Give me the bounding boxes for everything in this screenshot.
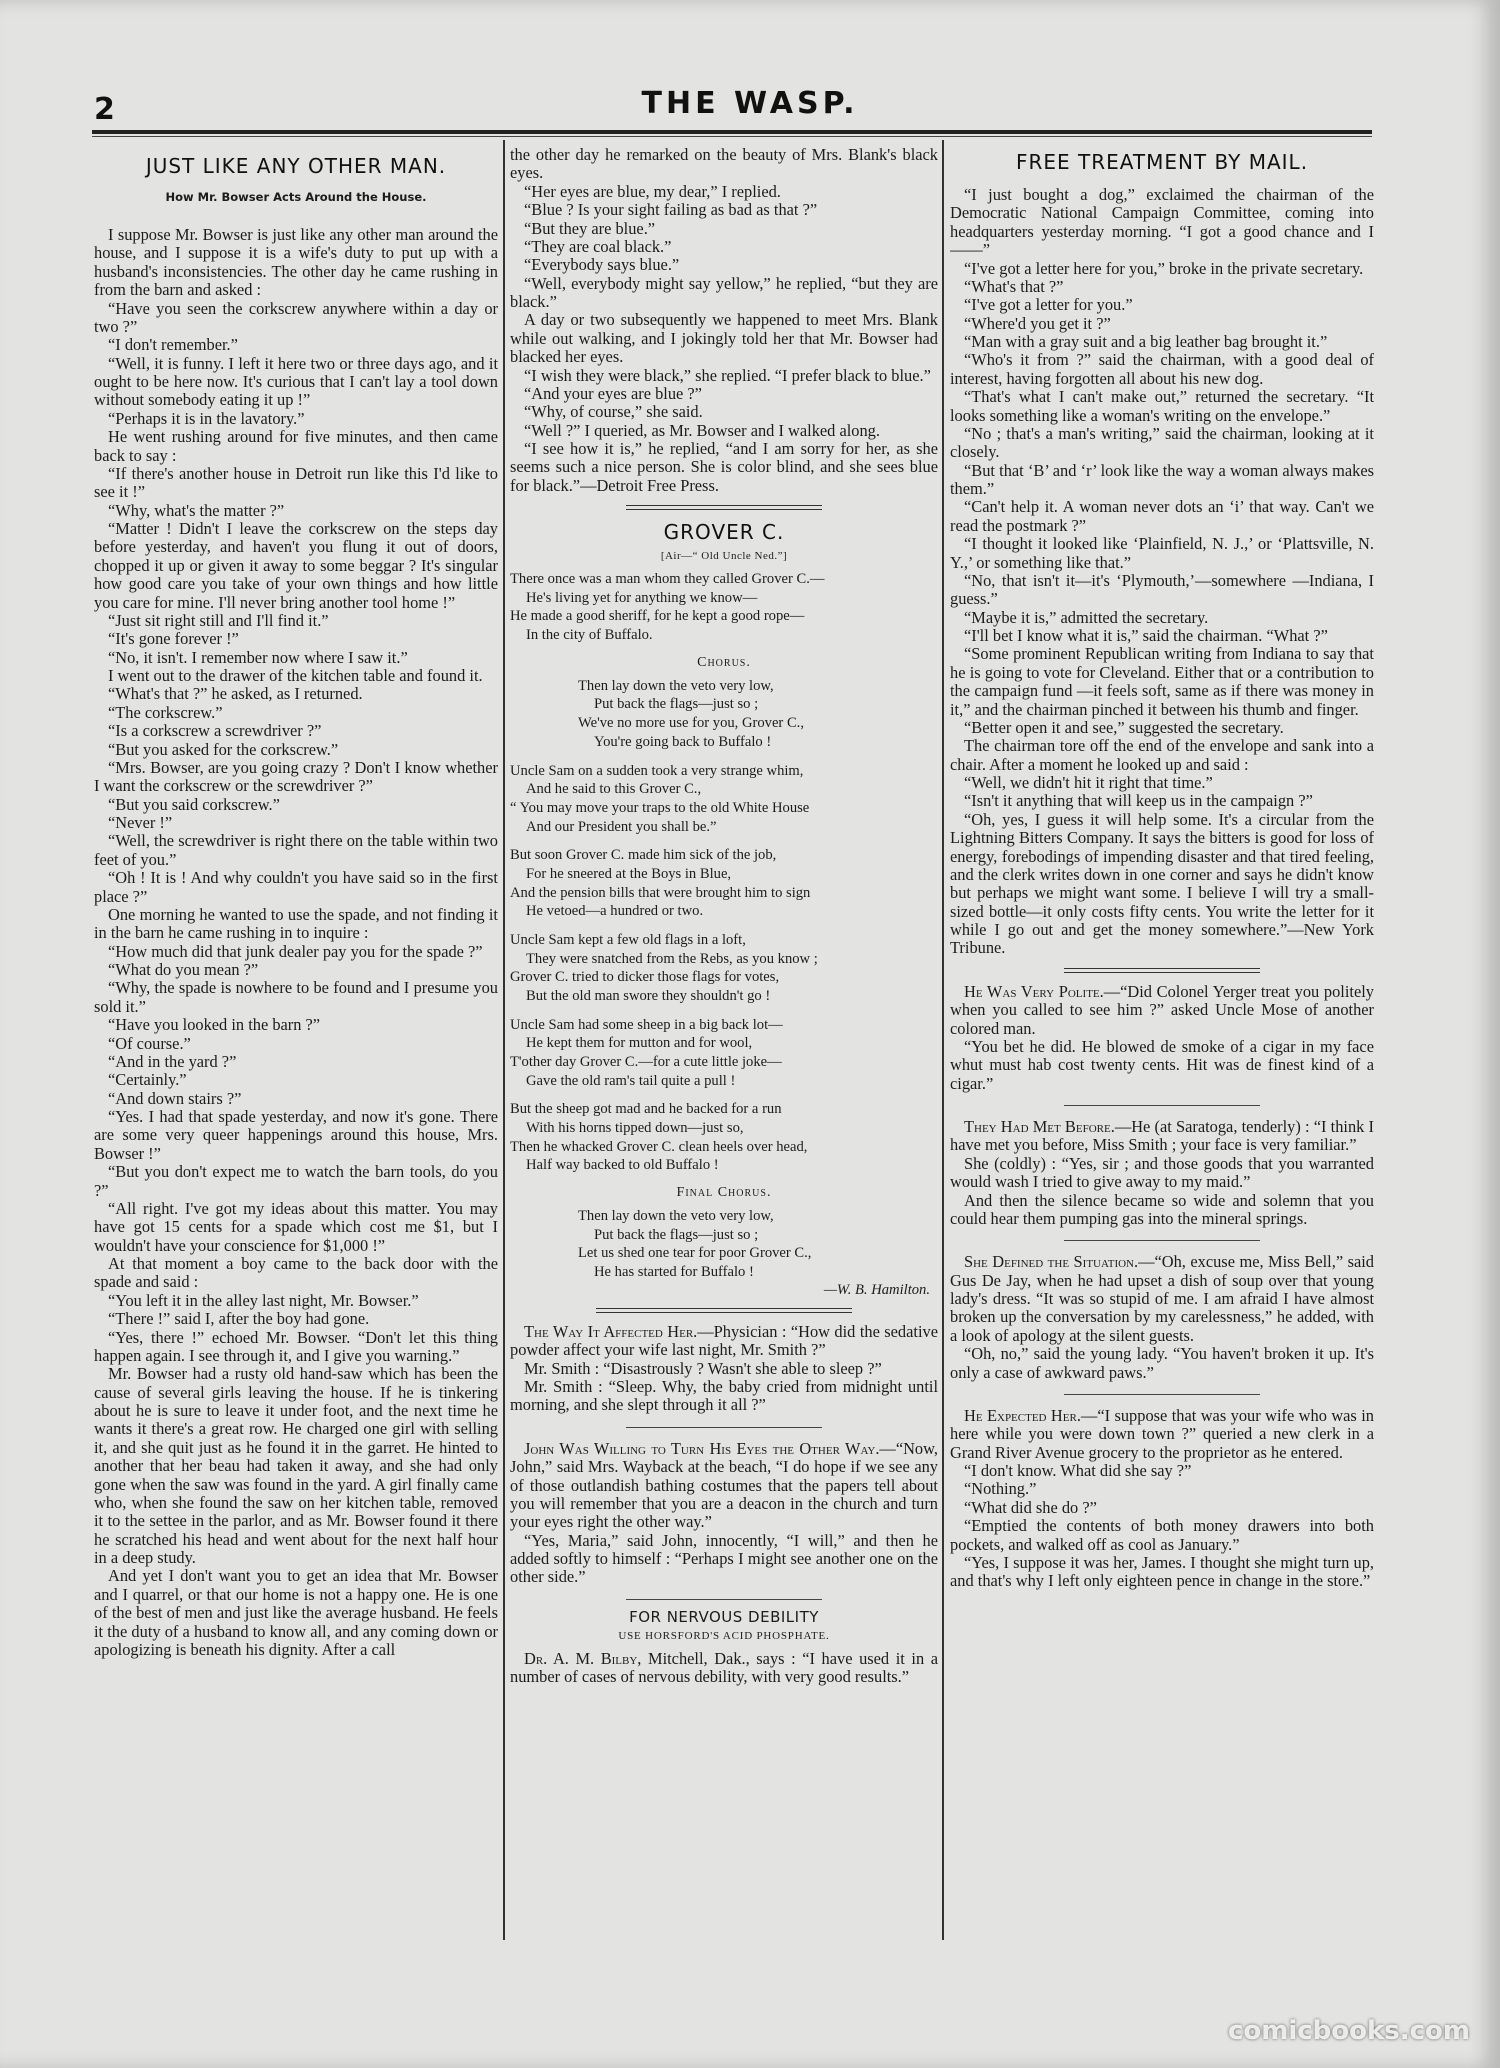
article-body xyxy=(94,226,498,1659)
paragraph: “Yes, I suppose it was her, James. I thought she might turn up, and that's why I left only eighteen pence in change in the store.” xyxy=(950,1552,1374,1591)
column-2 xyxy=(510,146,938,1946)
verse-line: Then lay down the veto very low, xyxy=(578,677,774,694)
anecdote xyxy=(510,1440,938,1587)
separator xyxy=(1064,1240,1259,1241)
paragraph: “Nothing.” xyxy=(964,1479,1037,1499)
paragraph: At that moment a boy came to the back door with the spade and said : xyxy=(94,1254,498,1292)
paragraph: “Why, what's the matter ?” xyxy=(108,500,285,520)
paragraph: “Mrs. Bowser, are you going crazy ? Don't I know whether I want the corkscrew or the screwdriver ?” xyxy=(94,757,498,796)
verse-line: Uncle Sam on a sudden took a very strange whim, xyxy=(510,762,804,779)
paragraph: “What do you mean ?” xyxy=(108,960,259,979)
poem-stanza xyxy=(510,762,938,837)
poem-signature: —W. B. Hamilton. xyxy=(823,1281,930,1298)
paragraph: “Just sit right still and I'll find it.” xyxy=(108,610,329,630)
verse-line: Half way backed to old Buffalo ! xyxy=(526,1157,719,1174)
paragraph: “I wish they were black,” she replied. “I prefer black to blue.” xyxy=(524,365,931,385)
paragraph: The chairman tore off the end of the envelope and sank into a chair. After a moment he looked up and said : xyxy=(950,736,1374,774)
paragraph: “That's what I can't make out,” returned the secretary. “It looks something like a woman's writing on the envelope.” xyxy=(950,387,1374,425)
paragraph: “I thought it looked like ‘Plainfield, N. J.,’ or ‘Plattsville, N. Y.,’ or something like that.” xyxy=(950,534,1374,572)
anecdote-lead: They Had Met Before. xyxy=(964,1117,1115,1136)
paragraph: “No, that isn't it—it's ‘Plymouth,’—somewhere —Indiana, I guess.” xyxy=(950,570,1374,609)
verse-line: And our President you shall be.” xyxy=(526,818,717,835)
paragraph: He Expected Her.—“I suppose that was your wife who was in here while you were down town ?” queried a new clerk in a Grand River Avenue grocery to the proprietor as he entered. xyxy=(950,1405,1374,1462)
verse-line: We've no more use for you, Grover C., xyxy=(578,715,804,732)
paragraph: “I don't remember.” xyxy=(108,335,238,355)
paragraph: “It's gone forever !” xyxy=(108,629,239,649)
paragraph: “But you said corkscrew.” xyxy=(108,794,280,814)
anecdote-lead: He Was Very Polite. xyxy=(964,981,1104,1001)
paragraph: “What's that ?” he asked, as I returned. xyxy=(108,684,363,704)
column-1 xyxy=(94,146,498,1946)
poem-chorus xyxy=(510,677,938,752)
site-watermark: comicbooks.com xyxy=(1227,2016,1470,2046)
verse-line: Then he whacked Grover C. clean heels over head, xyxy=(510,1138,808,1155)
paragraph: She Defined the Situation.—“Oh, excuse me, Miss Bell,” said Gus De Jay, when he had upset a dish of soup over that young lady's dress. “It was so stupid of me. I am afraid I have almost broken up the conversation by my carelessness,” he added, with a look of apology at the silent guests. xyxy=(950,1252,1374,1345)
verse-line: But the sheep got mad and he backed for a run xyxy=(510,1101,782,1118)
article-continuation xyxy=(510,146,938,495)
poem-stanza xyxy=(510,1100,938,1175)
paragraph: “Well, we didn't hit it right that time.” xyxy=(964,773,1213,792)
ad-text: Dr. A. M. Bilby, Mitchell, Dak., says : “I have used it in a number of cases of nervous debility, with very good results.” xyxy=(510,1648,938,1687)
separator xyxy=(1064,1394,1259,1395)
paragraph: “The corkscrew.” xyxy=(108,702,223,722)
double-rule xyxy=(1064,968,1259,973)
verse-line: T'other day Grover C.—for a cute little joke— xyxy=(510,1053,782,1070)
paragraph: the other day he remarked on the beauty of Mrs. Blank's black eyes. xyxy=(510,146,938,183)
verse-line: But soon Grover C. made him sick of the job, xyxy=(510,847,777,864)
paragraph: “What did she do ?” xyxy=(964,1497,1097,1517)
paragraph: Mr. Bowser had a rusty old hand-saw which has been the cause of several girls leaving the house. If he is tinkering about he is sure to leave it under foot, and the next time he wants it there's a great row. He charged one girl with selling it, and she quit just as he found it in the garret. He hinted to another that her beau had taken it away, and she had only gone when the saw was found in the yard. A girl finally came who, when she found the saw on her kitchen table, removed it to the settee in the parlor, and as Mr. Bowser found it there he scratched his head and went about for the next half hour in a deep study. xyxy=(94,1364,498,1567)
paragraph: “Never !” xyxy=(108,813,173,832)
paragraph: “Matter ! Didn't I leave the corkscrew on the steps day before yesterday, and haven't you flung it out of doors, chopped it up or given it away to some beggar ? It's singular how good care you take of your own things and how little you care for mine. I'll never bring another tool home !” xyxy=(94,519,498,612)
paragraph: Mr. Smith : “Disastrously ? Wasn't she able to sleep ?” xyxy=(524,1358,882,1378)
verse-line: He kept them for mutton and for wool, xyxy=(526,1035,753,1052)
verse-line: Let us shed one tear for poor Grover C., xyxy=(578,1245,812,1262)
column-divider-1 xyxy=(503,140,505,1940)
poem-air: [Air—“ Old Uncle Ned.”] xyxy=(660,550,788,563)
paragraph: “Have you looked in the barn ?” xyxy=(108,1015,321,1035)
verse-line: He has started for Buffalo ! xyxy=(594,1263,754,1280)
paragraph: “No, it isn't. I remember now where I saw it.” xyxy=(108,647,408,667)
paragraph: “Maybe it is,” admitted the secretary. xyxy=(964,607,1209,627)
header-rule xyxy=(92,130,1372,134)
verse-line: But the old man swore they shouldn't go ! xyxy=(526,987,771,1004)
article-title: JUST LIKE ANY OTHER MAN. xyxy=(145,154,447,178)
paragraph: “Can't help it. A woman never dots an ‘i’ that way. Can't we read the postmark ?” xyxy=(950,497,1374,535)
double-rule xyxy=(596,1308,853,1313)
paragraph: “Yes, there !” echoed Mr. Bowser. “Don't let this thing happen again. I see through it, and I give you warning.” xyxy=(94,1327,498,1365)
paragraph: “But that ‘B’ and ‘r’ look like the way a woman always makes them.” xyxy=(950,460,1374,498)
article-title: FREE TREATMENT BY MAIL. xyxy=(1015,150,1309,174)
paragraph: “But you don't expect me to watch the barn tools, do you ?” xyxy=(94,1162,498,1200)
verse-line: And the pension bills that were brought him to sign xyxy=(510,884,811,901)
verse-line: “ You may move your traps to the old White House xyxy=(510,799,810,816)
paragraph: “But you asked for the corkscrew.” xyxy=(108,739,339,759)
separator xyxy=(626,1427,823,1428)
paragraph: “I've got a letter here for you,” broke in the private secretary. xyxy=(964,258,1364,278)
paragraph: “But they are blue.” xyxy=(524,218,656,238)
verse-line: Put back the flags—just so ; xyxy=(594,1226,759,1243)
paragraph: “All right. I've got my ideas about this matter. You may have got 15 cents for a spade which cost me $1, but I wouldn't have your conscience for $1,000 !” xyxy=(94,1198,498,1255)
paragraph: “And in the yard ?” xyxy=(108,1051,237,1071)
verse-line: Put back the flags—just so ; xyxy=(594,696,759,713)
paragraph: One morning he wanted to use the spade, and not finding it in the barn he came rushing in to inquire : xyxy=(94,904,498,943)
paragraph: She (coldly) : “Yes, sir ; and those goods that you warranted would wash I tried to give away to my maid.” xyxy=(950,1153,1374,1192)
paragraph: John Was Willing to Turn His Eyes the Other Way.—“Now, John,” said Mrs. Wayback at the beach, “I do hope if we see any of those outlandish bathing costumes that the papers tell about you will remember that you are a deacon in the church and turn your eyes right the other way.” xyxy=(510,1438,938,1532)
paragraph: “Some prominent Republican writing from Indiana to say that he is going to vote for Cleveland. Either that or a contribution to the campaign fund —it feels soft, same as if there was money in it,” and the chairman pinched it between his thumb and finger. xyxy=(950,644,1374,719)
paragraph: “They are coal black.” xyxy=(524,236,672,256)
anecdote xyxy=(950,1407,1374,1591)
ad-title: FOR NERVOUS DEBILITY xyxy=(629,1607,819,1626)
column-divider-2 xyxy=(942,140,944,1940)
paragraph: “Oh, no,” said the young lady. “You haven't broken it up. It's only a case of awkward paws.” xyxy=(950,1344,1374,1382)
verse-line: Grover C. tried to dicker those flags for votes, xyxy=(510,969,780,986)
separator xyxy=(626,1599,823,1600)
poem-stanza xyxy=(510,1016,938,1091)
anecdote xyxy=(950,1118,1374,1228)
paragraph: He went rushing around for five minutes, and then came back to say : xyxy=(94,427,498,465)
paragraph: “Why, the spade is nowhere to be found and I presume you sold it.” xyxy=(94,978,498,1016)
anecdote xyxy=(510,1323,938,1415)
paragraph: “If there's another house in Detroit run like this I'd like to see it !” xyxy=(94,463,498,502)
paragraph: “You bet he did. He blowed de smoke of a cigar in my face whut must hab cost twenty cents. Hit was de finest kind of a cigar.” xyxy=(950,1036,1374,1093)
page-number: 2 xyxy=(94,92,115,127)
paragraph: “Of course.” xyxy=(108,1033,191,1053)
paragraph: “Well, it is funny. I left it here two or three days ago, and it ought to be here now. It's curious that I can't lay a tool down without somebody eating it up !” xyxy=(94,353,498,410)
paragraph: “I see how it is,” he replied, “and I am sorry for her, as she seems such a nice person. She is color blind, and she sees blue for black.”—Detroit Free Press. xyxy=(510,439,938,495)
paragraph: I suppose Mr. Bowser is just like any other man around the house, and I suppose it is a wife's duty to put up with a husband's inconsistencies. The other day he came rushing in from the barn and asked : xyxy=(94,225,498,300)
paragraph: “Who's it from ?” said the chairman, with a good deal of interest, having forgotten all about his new dog. xyxy=(950,350,1374,388)
paragraph: “Man with a gray suit and a big leather bag brought it.” xyxy=(964,332,1328,351)
anecdote-lead: She Defined the Situation. xyxy=(964,1252,1139,1272)
paragraph: “Oh, yes, I guess it will help some. It's a circular from the Lightning Bitters Company. It says the bitters is good for loss of energy, forebodings of impending disaster and that tired feeling, and the clerk writes down in one corner and says he didn't know but perhaps we might want some. I believe I will try a small-sized bottle—it only costs fifty cents. You write the letter for it while I go out and get the money somewhere.”—New York Tribune. xyxy=(950,809,1374,958)
paragraph: Mr. Smith : “Sleep. Why, the baby cried from midnight until morning, and she slept through it all ?” xyxy=(510,1377,938,1415)
paragraph: “Perhaps it is in the lavatory.” xyxy=(108,408,305,428)
double-rule xyxy=(626,505,823,510)
verse-line: You're going back to Buffalo ! xyxy=(594,733,772,750)
masthead: THE WASP. xyxy=(641,86,859,121)
verse-line: With his horns tipped down—just so, xyxy=(526,1119,744,1136)
anecdote-lead: John Was Willing to Turn His Eyes the Other Way. xyxy=(524,1438,880,1458)
paragraph: “You left it in the alley last night, Mr. Bowser.” xyxy=(108,1290,419,1310)
paragraph: “I'll bet I know what it is,” said the chairman. “What ?” xyxy=(964,626,1328,645)
paragraph: “And down stairs ?” xyxy=(108,1088,242,1108)
paragraph: “Everybody says blue.” xyxy=(524,255,680,275)
chorus-label: Chorus. xyxy=(697,654,751,670)
paragraph: “Emptied the contents of both money drawers into both pockets, and walked off as cool as January.” xyxy=(950,1516,1374,1554)
paragraph: “No ; that's a man's writing,” said the chairman, looking at it closely. xyxy=(950,423,1374,462)
paragraph: “Well, everybody might say yellow,” he replied, “but they are black.” xyxy=(510,273,938,311)
verse-line: They were snatched from the Rebs, as you know ; xyxy=(526,950,818,967)
verse-line: There once was a man whom they called Grover C.— xyxy=(510,571,825,588)
paragraph: “Have you seen the corkscrew anywhere within a day or two ?” xyxy=(94,298,498,336)
paragraph: “Is a corkscrew a screwdriver ?” xyxy=(108,721,322,741)
paragraph: “I've got a letter for you.” xyxy=(964,295,1133,315)
paragraph: “Blue ? Is your sight failing as bad as that ?” xyxy=(524,200,818,220)
paragraph: “Isn't it anything that will keep us in the campaign ?” xyxy=(964,791,1313,811)
paragraph: “Her eyes are blue, my dear,” I replied. xyxy=(524,181,781,201)
verse-line: For he sneered at the Boys in Blue, xyxy=(526,865,732,882)
paragraph: “Yes. I had that spade yesterday, and now it's gone. There are some very queer happenings around this house, Mrs. Bowser !” xyxy=(94,1107,498,1163)
anecdote-lead: He Expected Her. xyxy=(964,1405,1081,1425)
paragraph: “Well ?” I queried, as Mr. Bowser and I walked along. xyxy=(524,420,880,440)
paragraph: The Way It Affected Her.—Physician : “How did the sedative powder affect your wife last night, Mr. Smith ?” xyxy=(510,1321,938,1360)
paragraph: “Where'd you get it ?” xyxy=(964,313,1111,333)
paragraph: “There !” said I, after the boy had gone. xyxy=(108,1309,370,1329)
paragraph: “What's that ?” xyxy=(964,276,1064,296)
paragraph: He Was Very Polite.—“Did Colonel Yerger treat you politely when you called to see him ?” asked Uncle Mose of another colored man. xyxy=(950,981,1374,1038)
verse-line: He made a good sheriff, for he kept a good rope— xyxy=(510,608,805,625)
header-rule-thin xyxy=(92,136,1372,137)
verse-line: He vetoed—a hundred or two. xyxy=(526,903,704,920)
paragraph: “Why, of course,” she said. xyxy=(524,402,703,422)
paragraph: A day or two subsequently we happened to meet Mrs. Blank while out walking, and I jokingly told her that Mr. Bowser had blacked her eyes. xyxy=(510,310,938,367)
verse-line: Uncle Sam had some sheep in a big back lot— xyxy=(510,1016,783,1033)
paragraph: “Yes, Maria,” said John, innocently, “I will,” and then he added softly to himself : “Perhaps I might see another one on the other side.” xyxy=(510,1530,938,1587)
column-3 xyxy=(950,146,1374,1946)
article-subtitle: How Mr. Bowser Acts Around the House. xyxy=(165,190,427,204)
poem-final-chorus xyxy=(510,1207,938,1282)
paragraph: “And your eyes are blue ?” xyxy=(524,383,702,403)
paragraph: “I don't know. What did she say ?” xyxy=(964,1461,1192,1480)
paragraph: “I just bought a dog,” exclaimed the chairman of the Democratic National Campaign Committee, coming into headquarters yesterday morning. “I got a good chance and I——” xyxy=(950,185,1374,260)
verse-line: Gave the old ram's tail quite a pull ! xyxy=(526,1072,736,1089)
anecdote xyxy=(950,983,1374,1093)
verse-line: In the city of Buffalo. xyxy=(526,627,653,644)
final-chorus-label: Final Chorus. xyxy=(676,1184,772,1200)
article-body xyxy=(950,186,1374,958)
anecdote xyxy=(950,1253,1374,1382)
verse-line: And he said to this Grover C., xyxy=(526,781,702,798)
anecdote-lead: The Way It Affected Her. xyxy=(524,1321,698,1341)
paragraph: “Certainly.” xyxy=(108,1070,187,1090)
poem-stanza xyxy=(510,570,938,645)
paragraph: I went out to the drawer of the kitchen table and found it. xyxy=(108,666,483,685)
poem-stanza xyxy=(510,931,938,1006)
poem-title: GROVER C. xyxy=(663,520,785,545)
verse-line: Then lay down the veto very low, xyxy=(578,1207,774,1224)
poem-stanza xyxy=(510,846,938,921)
paragraph: “Better open it and see,” suggested the secretary. xyxy=(964,717,1284,737)
paragraph: They Had Met Before.—He (at Saratoga, tenderly) : “I think I have met you before, Miss Smith ; your face is very familiar.” xyxy=(950,1117,1374,1155)
ad-subtitle: USE HORSFORD'S ACID PHOSPHATE. xyxy=(618,1629,830,1642)
verse-line: Uncle Sam kept a few old flags in a loft, xyxy=(510,931,746,948)
paragraph: “Oh ! It is ! And why couldn't you have said so in the first place ?” xyxy=(94,868,498,906)
paragraph: And then the silence became so wide and solemn that you could hear them pumping gas into the mineral springs. xyxy=(950,1190,1374,1228)
paragraph: “How much did that junk dealer pay you for the spade ?” xyxy=(108,941,483,961)
paragraph: “Well, the screwdriver is right there on the table within two feet of you.” xyxy=(94,831,498,869)
verse-line: He's living yet for anything we know— xyxy=(526,589,758,606)
paragraph: And yet I don't want you to get an idea that Mr. Bowser and I quarrel, or that our home is not a happy one. He is one of the best of men and just like the average husband. He feels it the duty of a husband to know all, and any coming down or apologizing is beneath his dignity. After a call xyxy=(94,1566,498,1659)
separator xyxy=(1064,1105,1259,1106)
